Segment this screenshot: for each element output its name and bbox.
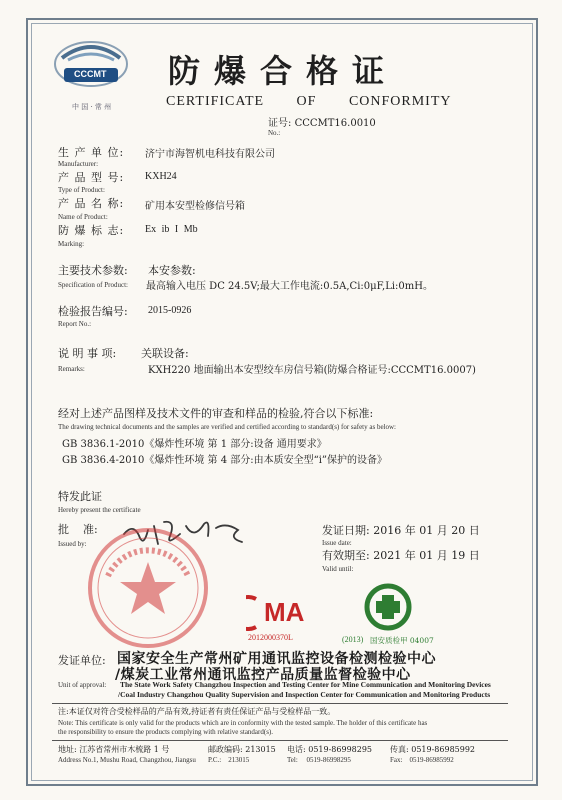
remarks-label-en: Remarks: [58,365,85,373]
safety-inspection-mark [344,583,434,645]
marking-label-en: Marking: [58,240,85,248]
address-zh: 地址: 江苏省常州市木梳路 1 号 [58,745,170,754]
manufacturer-label: 生 产 单 位: [58,146,125,159]
verification-zh: 经对上述产品图样及技术文件的审查和样品的检验,符合以下标准: [58,407,374,420]
logo-subtitle: 中 国 · 常 州 [72,103,112,111]
present-zh: 特发此证 [58,490,102,503]
manufacturer-label-en: Manufacturer: [58,160,99,168]
tel-zh: 电话: 0519-86998295 [287,745,373,754]
issued-by-label: 批 准: [58,523,98,536]
cccmt-logo [50,38,132,110]
cma-label: MA [264,597,305,627]
spec-label-en: Specification of Product: [58,281,128,289]
divider-2 [52,740,508,741]
qs-label: 国安质检甲 04007 [370,636,434,645]
cert-no-label-en: No.: [268,129,281,137]
valid-until-value: 2021 年 01 月 19 日 [373,549,480,562]
fax-en: Fax: 0519-86985992 [390,756,454,764]
standard-2: GB 3836.4-2010《爆炸性环境 第 4 部分:由本质安全型“i”保护的设备》 [62,455,388,466]
address-en: Address No.1, Mushu Road, Changzhou, Jiangsu [58,756,196,764]
cma-mark [246,595,316,643]
title-zh: 防爆合格证 [168,52,399,90]
remarks-value: KXH220 地面输出本安型绞车房信号箱(防爆合格证号:CCCMT16.0007) [148,365,476,376]
green-cross-icon [358,583,418,633]
issued-by-label-en: Issued by: [58,540,87,548]
type-label: 产 品 型 号: [58,171,125,184]
approval-label: 发证单位: [58,654,106,667]
verification-en: The drawing technical documents and the samples are verified and certified according to standard(s) for safety as below: [58,423,397,431]
issue-date [322,522,480,538]
type-value: KXH24 [145,171,177,182]
cert-no-label: 证号: [268,118,292,129]
tel-en: Tel: 0519-86998295 [287,756,351,764]
qs-year: (2013) [342,635,364,644]
divider-1 [52,703,508,704]
cccmt-emblem-icon [50,38,132,98]
approval-name-zh-1: 国家安全生产常州矿用通讯监控设备检测检验中心 [117,651,436,667]
cert-number [268,114,376,129]
type-label-en: Type of Product: [58,186,105,194]
note-en-2: the responsibility to ensure the products complying with relative standard(s). [58,728,274,736]
name-label-en: Name of Product: [58,213,108,221]
issue-date-value: 2016 年 01 月 20 日 [373,524,480,537]
issue-date-label-en: Issue date: [322,539,352,547]
marking-value: Ex ib I Mb [145,224,198,235]
note-en-1: Note: This certificate is only valid for the products which are in conformity with the tested sample. The holder of this certificate has [58,719,428,727]
spec-heading: 本安参数: [148,264,196,277]
approval-label-en: Unit of approval: [58,681,107,689]
standard-1: GB 3836.1-2010《爆炸性环境 第 1 部分:设备 通用要求》 [62,439,327,450]
spec-label: 主要技术参数: [58,264,128,277]
fax-zh: 传真: 0519-86985992 [390,745,476,754]
report-label: 检验报告编号: [58,305,128,318]
official-seal-icon [86,526,210,650]
valid-until-label-en: Valid until: [322,565,354,573]
report-label-en: Report No.: [58,320,92,328]
name-value: 矿用本安型检修信号箱 [145,201,245,212]
logo-acronym: CCCMT [74,69,107,79]
name-label: 产 品 名 称: [58,197,125,210]
cert-no-value: CCCMT16.0010 [294,118,376,129]
marking-label: 防 爆 标 志: [58,224,125,237]
report-value: 2015-0926 [148,305,192,316]
title-en-text: CERTIFICATE OF CONFORMITY [166,94,452,109]
issue-date-label: 发证日期: [322,524,370,537]
approval-name-zh-2: /煤炭工业常州通讯监控产品质量监督检验中心 [115,667,411,683]
present-en: Hereby present the certificate [58,506,141,514]
remarks-heading: 关联设备: [141,347,189,360]
valid-until [322,547,480,563]
approval-name-en-1: The State Work Safety Changzhou Inspection and Testing Center for Mine Communication and Monitoring Devices [120,680,491,689]
postcode-en: P.C.: 213015 [208,756,250,764]
remarks-label: 说 明 事 项: [58,347,117,360]
cma-number: 2012000370L [248,633,293,642]
valid-until-label: 有效期至: [322,549,370,562]
note-zh: 注:本证仅对符合受检样品的产品有效,持证者有责任保证产品与受检样品一致。 [58,707,336,716]
postcode-zh: 邮政编码: 213015 [208,745,276,754]
title-en [166,94,452,110]
spec-value: 最高输入电压 DC 24.5V;最大工作电流:0.5A,Ci:0μF,Li:0mH。 [146,281,433,292]
manufacturer-value: 济宁市海智机电科技有限公司 [145,149,275,160]
approval-name-en-2: /Coal Industry Changzhou Quality Supervision and Inspection Center for Communication and Monitoring Products [118,690,491,699]
